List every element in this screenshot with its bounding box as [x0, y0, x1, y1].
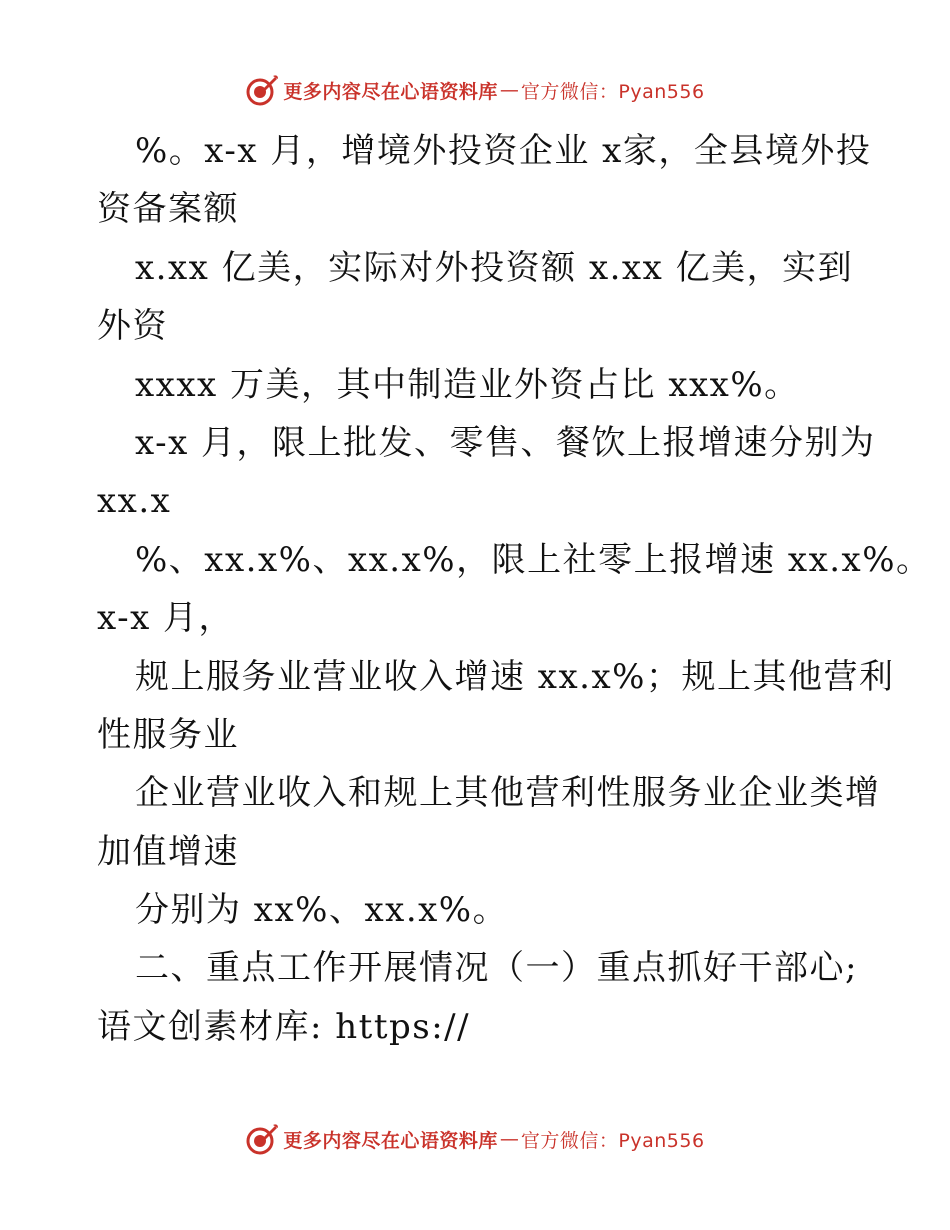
- text-line: 语文创素材库: https://: [97, 1006, 471, 1047]
- banner-contact-text: 官方微信：Pyan556: [520, 80, 705, 103]
- text-line: %。x-x 月，增境外投资企业 x家，全县境外投: [135, 131, 872, 171]
- text-line: 分别为 xx%、xx.x%。: [135, 890, 509, 931]
- text-line: xx.x: [97, 481, 172, 522]
- document-body: [97, 122, 932, 1056]
- text-line: x-x 月，限上批发、零售、餐饮上报增速分别为: [135, 422, 876, 463]
- text-line: 规上服务业营业收入增速 xx.x%；规上其他营利: [135, 656, 895, 697]
- text-line: x-x 月，: [97, 598, 235, 639]
- text-line: 性服务业: [97, 714, 239, 755]
- banner-brand-text: 更多内容尽在心语资料库: [283, 1129, 498, 1152]
- text-line: x.xx 亿美，实际对外投资额 x.xx 亿美，实到: [135, 247, 854, 288]
- text-line: xxxx 万美，其中制造业外资占比 xxx%。: [135, 364, 800, 405]
- quill-logo-icon: [245, 73, 279, 107]
- header-watermark-banner: [0, 70, 950, 110]
- text-line: 资备案额: [97, 189, 239, 230]
- text-line: 二、重点工作开展情况（一）重点抓好干部心;: [135, 948, 858, 989]
- banner-contact-text: 官方微信：Pyan556: [520, 1129, 705, 1152]
- text-line: 外资: [97, 306, 168, 347]
- text-line: 企业营业收入和规上其他营利性服务业企业类增: [135, 773, 881, 814]
- text-line: 加值增速: [97, 831, 239, 872]
- banner-dash: —: [499, 1128, 519, 1150]
- footer-watermark-banner: [0, 1119, 950, 1159]
- banner-brand-text: 更多内容尽在心语资料库: [283, 80, 498, 103]
- quill-logo-icon: [245, 1122, 279, 1156]
- banner-dash: —: [499, 79, 519, 101]
- text-line: %、xx.x%、xx.x%，限上社零上报增速 xx.x%。: [135, 539, 932, 580]
